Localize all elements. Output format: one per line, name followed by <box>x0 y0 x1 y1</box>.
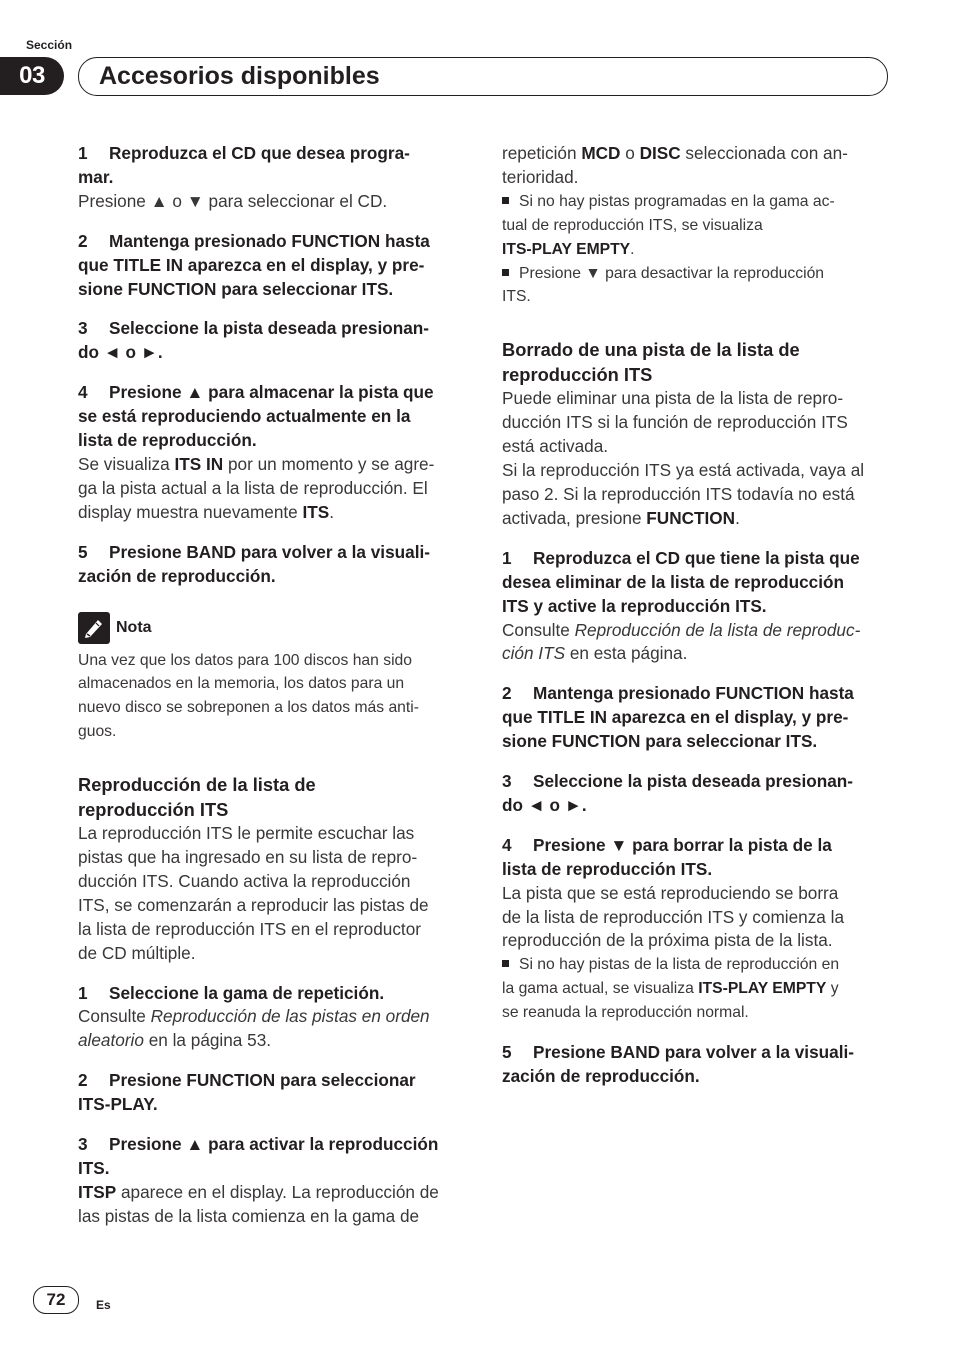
step-4-body: Se visualiza ITS IN por un momento y se agre- ga la pista actual a la lista de reproducción. El display muestra nuevamente ITS. <box>78 453 435 522</box>
right-column <box>502 142 894 1089</box>
pencil-note-icon <box>78 612 110 644</box>
borrado-step-4: 4 Presione ▼ para borrar la pista de la lista de reproducción ITS. <box>502 834 832 879</box>
its-step-3-body: ITSP aparece en el display. La reproducción de las pistas de la lista comienza en la gama de <box>78 1181 439 1226</box>
borrado-step-5: 5 Presione BAND para volver a la visuali- zación de reproducción. <box>502 1042 854 1086</box>
left-column <box>78 142 470 1229</box>
step-1-body: Presione ▲ o ▼ para seleccionar el CD. <box>78 190 388 211</box>
borrado-step-1: 1 Reproduzca el CD que tiene la pista que desea eliminar de la lista de reproducción ITS y active la reproducción ITS. <box>502 547 860 616</box>
page-number: 72 <box>33 1286 79 1314</box>
heading-reproduccion-its: Reproducción de la lista de reproducción ITS <box>78 774 316 821</box>
language-code: Es <box>96 1298 111 1312</box>
section-title-box <box>78 57 888 96</box>
its-step-3: 3 Presione ▲ para activar la reproducción ITS. <box>78 1134 439 1178</box>
borrado-step-3: 3 Seleccione la pista deseada presionan- do ◄ o ►. <box>502 771 854 815</box>
borrado-step-4-body: La pista que se está reproduciendo se borra de la lista de reproducción ITS y comienza la reproducción de la próxima pista de la lista. <box>502 882 845 951</box>
note-label: Nota <box>116 618 152 636</box>
page-title: Accesorios disponibles <box>99 62 380 90</box>
step-3-seleccione: 3 Seleccione la pista deseada presionan- do ◄ o ►. <box>78 318 430 363</box>
borrado-step-2: 2 Mantenga presionado FUNCTION hasta que TITLE IN aparezca en el display, y pre- sione FUNCTION para seleccionar ITS. <box>502 683 854 752</box>
its-step-2: 2 Presione FUNCTION para seleccionar ITS-PLAY. <box>78 1070 416 1115</box>
step-1-reproduzca: 1 Reproduzca el CD que desea progra- mar. <box>78 143 410 187</box>
bullet-its-play-empty: Si no hay pistas de la lista de reproducción en la gama actual, se visualiza ITS-PLAY EMPTY y se reanuda la reproducción normal. <box>502 956 840 1022</box>
bullet-square-icon <box>502 960 509 967</box>
paragraph-reproduccion-its: La reproducción ITS le permite escuchar las pistas que ha ingresado en su lista de repro- ducción ITS. Cuando activa la reproducción ITS, se comenzarán a reproducir las pistas de la lista de reproducción ITS en el reproductor de CD múltiple. <box>78 823 429 963</box>
heading-borrado: Borrado de una pista de la lista de reproducción ITS <box>502 339 800 386</box>
continued-text: repetición MCD o DISC seleccionada con an- terioridad. <box>502 143 848 187</box>
step-4-presione: 4 Presione ▲ para almacenar la pista que se está reproduciendo actualmente en la lista de reproducción. <box>78 382 434 451</box>
bullet-square-icon <box>502 197 509 204</box>
step-5-presione-band: 5 Presione BAND para volver a la visuali- zación de reproducción. <box>78 541 430 586</box>
bullet-desactivar: Presione ▼ para desactivar la reproducción ITS. <box>502 264 825 306</box>
its-step-1-body: Consulte Reproducción de las pistas en orden aleatorio en la página 53. <box>78 1006 430 1051</box>
its-step-1: 1 Seleccione la gama de repetición. <box>78 982 385 1003</box>
borrado-step-1-body: Consulte Reproducción de la lista de reproduc- ción ITS en esta página. <box>502 619 861 664</box>
bullet-square-icon <box>502 269 509 276</box>
section-number-badge: 03 <box>0 57 64 95</box>
note-header <box>78 611 470 645</box>
paragraph-borrado: Puede eliminar una pista de la lista de repro- ducción ITS si la función de reproducción ITS está activada. Si la reproducción ITS ya está activada, vaya al paso 2. Si la reproducción ITS todavía no está activada, presione FUNCTION. <box>502 388 865 528</box>
step-2-mantenga: 2 Mantenga presionado FUNCTION hasta que TITLE IN aparezca en el display, y pre- sione FUNCTION para seleccionar ITS. <box>78 230 430 299</box>
bullet-no-programmed-tracks: Si no hay pistas programadas en la gama ac- tual de reproducción ITS, se visualiza ITS-PLAY EMPTY. <box>502 192 835 258</box>
section-label: Sección <box>26 38 73 52</box>
note-text: Una vez que los datos para 100 discos han sido almacenados en la memoria, los datos para un nuevo disco se sobreponen a los datos más anti- guos. <box>78 651 419 741</box>
